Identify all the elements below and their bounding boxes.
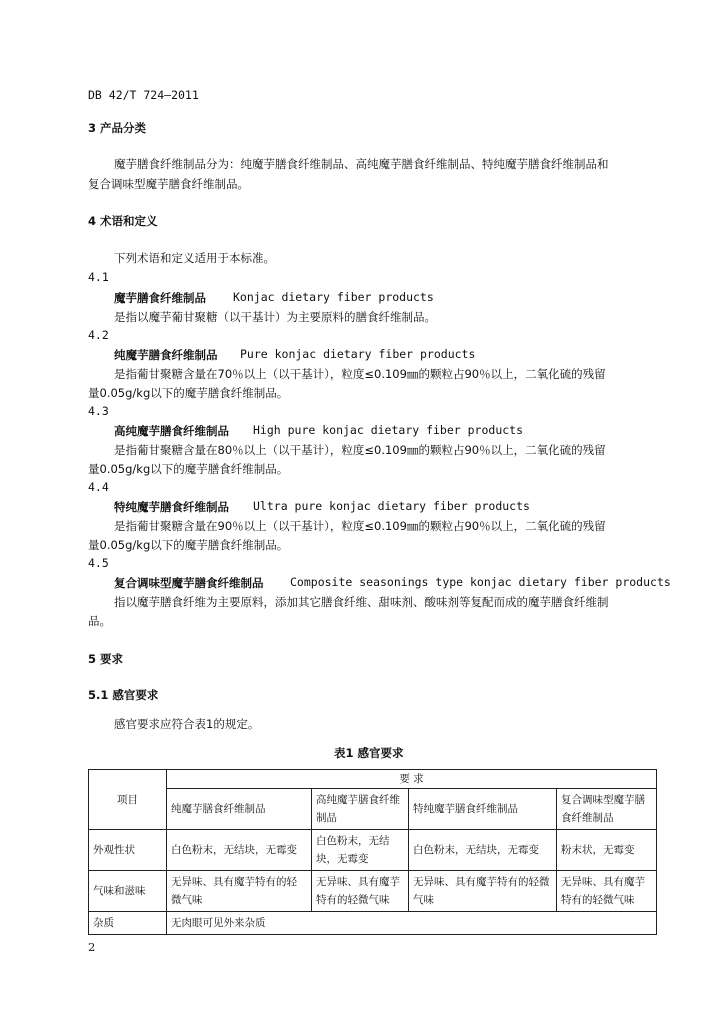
term-name: 特纯魔芋膳食纤维制品 xyxy=(114,500,229,514)
header-composite: 复合调味型魔芋膳食纤维制品 xyxy=(557,789,657,830)
row-item: 杂质 xyxy=(89,912,167,935)
table-cell: 粉末状，无霉变 xyxy=(557,830,657,871)
table-header-row xyxy=(89,770,657,789)
document-id: DB 42/T 724—2011 xyxy=(88,88,199,102)
table-cell: 无异味、具有魔芋特有的轻微气味 xyxy=(557,871,657,912)
term-name: 魔芋膳食纤维制品 xyxy=(114,291,206,305)
table-caption: 表1 感官要求 xyxy=(334,746,404,760)
term-english: Pure konjac dietary fiber products xyxy=(240,347,476,361)
table-cell: 白色粉末，无结块，无霉变 xyxy=(167,830,312,871)
section-4-title: 4 术语和定义 xyxy=(88,214,158,228)
section-3-title: 3 产品分类 xyxy=(88,121,147,135)
table-cell: 无异味、具有魔芋特有的轻微气味 xyxy=(409,871,557,912)
table-cell: 白色粉末，无结块，无霉变 xyxy=(409,830,557,871)
table-row xyxy=(89,871,657,912)
section-4-intro: 下列术语和定义适用于本标准。 xyxy=(114,251,275,265)
term-number: 4.1 xyxy=(88,270,109,284)
row-item: 外观性状 xyxy=(89,830,167,871)
header-pure: 纯魔芋膳食纤维制品 xyxy=(167,789,312,830)
term-number: 4.3 xyxy=(88,404,109,418)
term-english: High pure konjac dietary fiber products xyxy=(253,423,524,437)
term-name: 复合调味型魔芋膳食纤维制品 xyxy=(114,576,264,590)
term-definition-cont: 量0.05g/kg以下的魔芋膳食纤维制品。 xyxy=(88,538,289,552)
table-row xyxy=(89,912,657,935)
header-high-pure: 高纯魔芋膳食纤维制品 xyxy=(312,789,409,830)
table-cell: 白色粉末，无结块，无霉变 xyxy=(312,830,409,871)
term-number: 4.4 xyxy=(88,480,109,494)
term-definition: 是指葡甘聚糖含量在90％以上（以干基计），粒度≤0.109㎜的颗粒占90％以上，二氧化硫的残留 xyxy=(114,519,606,533)
section-5-1-title: 5.1 感官要求 xyxy=(88,688,159,702)
header-requirements: 要 求 xyxy=(167,770,657,789)
term-english: Konjac dietary fiber products xyxy=(233,290,434,304)
term-definition: 是指葡甘聚糖含量在80％以上（以干基计），粒度≤0.109㎜的颗粒占90％以上，二氧化硫的残留 xyxy=(114,443,606,457)
term-number: 4.2 xyxy=(88,328,109,342)
table-cell: 无异味、具有魔芋特有的轻微气味 xyxy=(312,871,409,912)
term-number: 4.5 xyxy=(88,556,109,570)
term-english: Ultra pure konjac dietary fiber products xyxy=(253,499,530,513)
header-ultra-pure: 特纯魔芋膳食纤维制品 xyxy=(409,789,557,830)
table-subheader-row xyxy=(89,789,657,830)
term-definition-cont: 量0.05g/kg以下的魔芋膳食纤维制品。 xyxy=(88,462,289,476)
term-name: 纯魔芋膳食纤维制品 xyxy=(114,348,218,362)
term-definition: 是指以魔芋葡甘聚糖（以干基计）为主要原料的膳食纤维制品。 xyxy=(114,310,436,324)
table-cell: 无肉眼可见外来杂质 xyxy=(167,912,657,935)
term-name: 高纯魔芋膳食纤维制品 xyxy=(114,424,229,438)
term-definition-cont: 品。 xyxy=(88,614,111,628)
section-3-body-line-1: 魔芋膳食纤维制品分为：纯魔芋膳食纤维制品、高纯魔芋膳食纤维制品、特纯魔芋膳食纤维制品和 xyxy=(114,157,609,171)
table-row xyxy=(89,830,657,871)
header-item: 项目 xyxy=(89,770,167,830)
table-cell: 无异味、具有魔芋特有的轻微气味 xyxy=(167,871,312,912)
section-3-body-line-2: 复合调味型魔芋膳食纤维制品。 xyxy=(88,177,249,191)
sensory-requirements-table xyxy=(88,769,657,935)
row-item: 气味和滋味 xyxy=(89,871,167,912)
term-definition: 是指葡甘聚糖含量在70％以上（以干基计），粒度≤0.109㎜的颗粒占90％以上，二氧化硫的残留 xyxy=(114,367,606,381)
page-number: 2 xyxy=(88,940,96,954)
term-definition: 指以魔芋膳食纤维为主要原料，添加其它膳食纤维、甜味剂、酸味剂等复配而成的魔芋膳食纤维制 xyxy=(114,595,609,609)
term-english: Composite seasonings type konjac dietary fiber products xyxy=(290,575,671,589)
section-5-title: 5 要求 xyxy=(88,652,124,666)
term-definition-cont: 量0.05g/kg以下的魔芋膳食纤维制品。 xyxy=(88,386,289,400)
section-5-1-body: 感官要求应符合表1的规定。 xyxy=(114,717,260,731)
